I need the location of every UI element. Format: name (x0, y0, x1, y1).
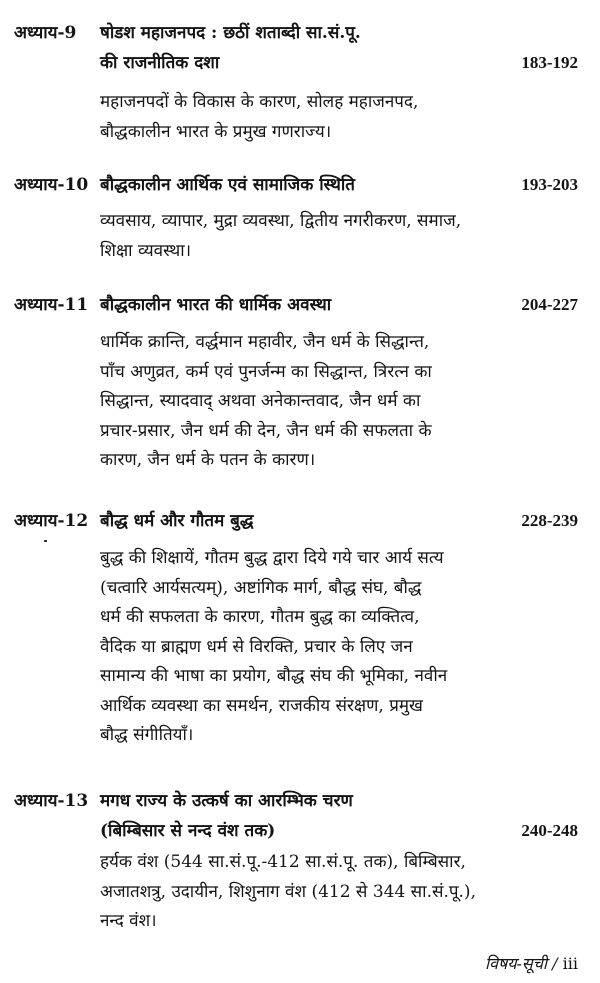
chapter-page-range: 204-227 (521, 295, 578, 314)
chapter-description-line: कारण, जैन धर्म के पतन के कारण। (100, 450, 316, 470)
chapter-description-line: सामान्य की भाषा का प्रयोग, बौद्ध संघ की भूमिका, नवीन (100, 666, 448, 686)
chapter-description-line: धर्म की सफलता के कारण, गौतम बुद्ध का व्यक्तित्व, (100, 607, 420, 627)
chapter-label: अध्याय-13 (14, 791, 89, 811)
chapter-description-line: धार्मिक क्रान्ति, वर्द्धमान महावीर, जैन धर्म के सिद्धान्त, (100, 332, 430, 352)
chapter-description-line: सिद्धान्त, स्यादवाद् अथवा अनेकान्तवाद, जैन धर्म का (100, 391, 421, 411)
chapter-title-line: बौद्धकालीन आर्थिक एवं सामाजिक स्थिति (100, 175, 355, 195)
chapter-title (100, 786, 495, 846)
chapter-description (100, 328, 580, 476)
chapter-label: अध्याय-9 (14, 23, 77, 43)
chapter-title-line: बौद्धकालीन भारत की धार्मिक अवस्था (100, 295, 332, 315)
chapter-title-line: षोडश महाजनपद : छठीं शताब्दी सा.सं.पू. (100, 23, 361, 43)
chapter-title (100, 18, 495, 78)
footer-page-number: iii (562, 954, 578, 973)
chapter-label: अध्याय-10 (14, 175, 89, 195)
chapter-page-range: 193-203 (521, 175, 578, 194)
chapter-description-line: शिक्षा व्यवस्था। (100, 240, 192, 261)
chapter-description-line: (चत्वारि आर्यसत्यम्), अष्टांगिक मार्ग, बौद्ध संघ, बौद्ध (100, 577, 422, 598)
chapter-description (100, 88, 580, 147)
chapter-description (100, 544, 580, 751)
chapter-description-line: बुद्ध की शिक्षायें, गौतम बुद्ध द्वारा दिये गये चार आर्य सत्य (100, 548, 444, 568)
chapter-description-line: बौद्ध संगीतियाँ। (100, 725, 194, 745)
chapter-title (100, 170, 495, 200)
chapter-description-line: पाँच अणुव्रत, कर्म एवं पुनर्जन्म का सिद्धान्त, त्रिरत्न का (100, 361, 432, 382)
print-speck (44, 540, 47, 542)
chapter-description (100, 207, 580, 266)
chapter-title-line: मगध राज्य के उत्कर्ष का आरम्भिक चरण (100, 791, 353, 811)
chapter-title-line: की राजनीतिक दशा (100, 53, 220, 73)
chapter-label: अध्याय-11 (14, 295, 89, 315)
chapter-page-range: 240-248 (521, 821, 578, 840)
chapter-description-line: अजातशत्रु, उदायीन, शिशुनाग वंश (412 से 344 सा.सं.पू.), (100, 881, 476, 902)
footer-separator: / (552, 954, 558, 973)
chapter-label: अध्याय-12 (14, 511, 89, 531)
chapter-description-line: प्रचार-प्रसार, जैन धर्म की देन, जैन धर्म की सफलता के (100, 420, 432, 441)
page-footer (485, 952, 578, 974)
chapter-title-line: बौद्ध धर्म और गौतम बुद्ध (100, 511, 254, 531)
chapter-description-line: व्यवसाय, व्यापार, मुद्रा व्यवस्था, द्वितीय नगरीकरण, समाज, (100, 211, 462, 231)
footer-section-title: विषय-सूची (484, 954, 548, 973)
chapter-description (100, 848, 580, 937)
chapter-title (100, 290, 495, 320)
chapter-title (100, 506, 495, 536)
chapter-page-range: 183-192 (521, 53, 578, 72)
chapter-description-line: वैदिक या ब्राह्मण धर्म से विरक्ति, प्रचार के लिए जन (100, 636, 413, 657)
chapter-description-line: बौद्धकालीन भारत के प्रमुख गणराज्य। (100, 121, 332, 142)
chapter-title-line: (बिम्बिसार से नन्द वंश तक) (100, 821, 276, 841)
chapter-description-line: हर्यक वंश (544 सा.सं.पू.-412 सा.सं.पू. तक), बिम्बिसार, (100, 852, 466, 872)
chapter-description-line: नन्द वंश। (100, 911, 157, 931)
chapter-page-range: 228-239 (521, 511, 578, 530)
chapter-description-line: आर्थिक व्यवस्था का समर्थन, राजकीय संरक्षण, प्रमुख (100, 695, 423, 716)
chapter-description-line: महाजनपदों के विकास के कारण, सोलह महाजनपद, (100, 92, 419, 112)
